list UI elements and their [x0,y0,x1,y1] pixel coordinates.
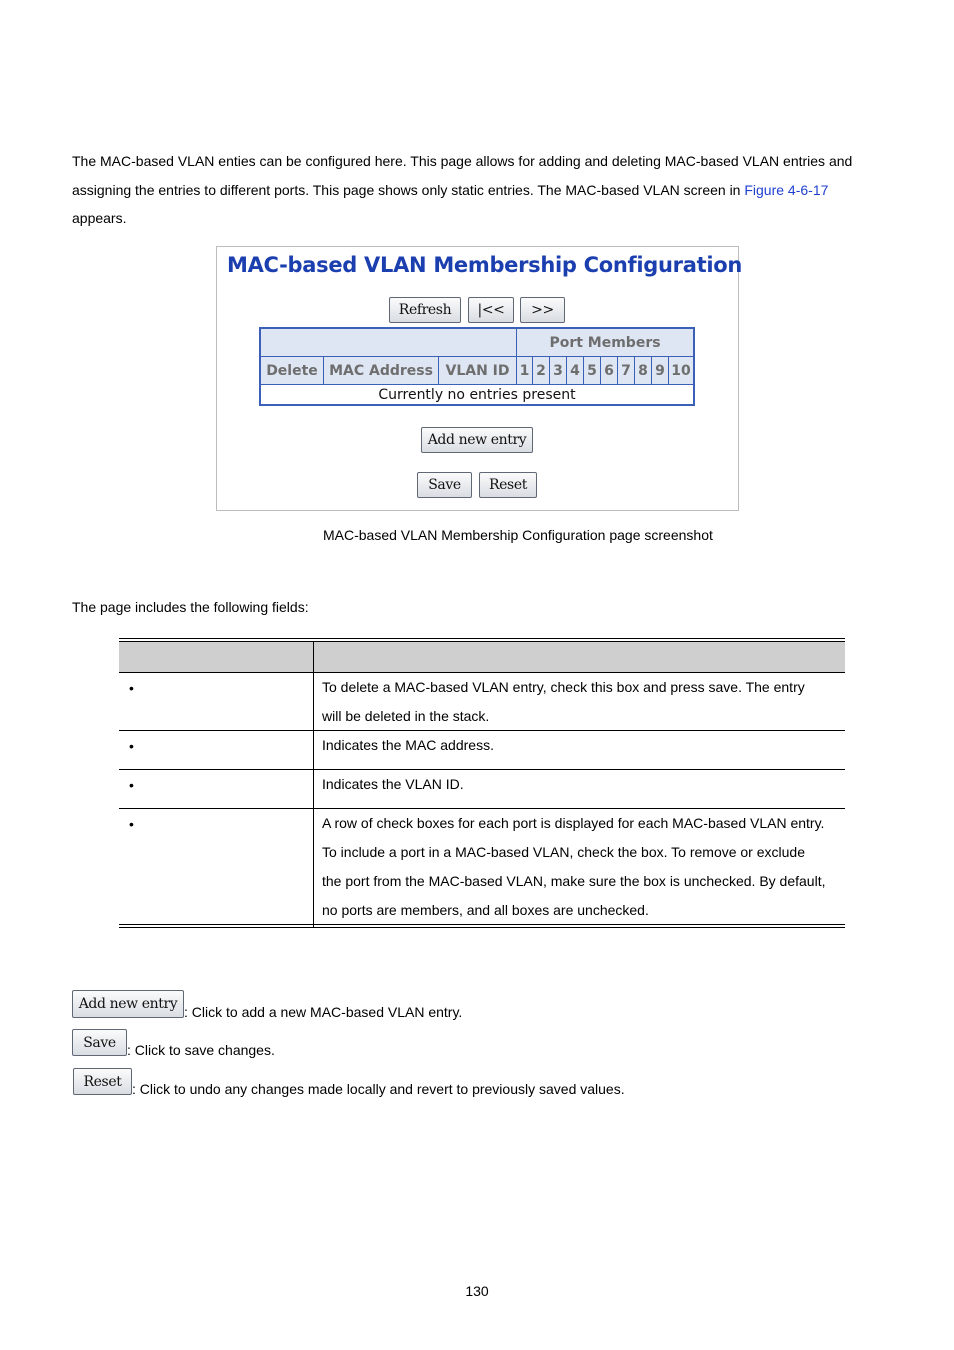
col-delete: Delete [261,357,323,384]
col-vlan-id: VLAN ID [439,357,516,384]
membership-table [259,327,695,406]
col-port-10: 10 [669,357,693,384]
table-rule [119,927,845,928]
col-port-3: 3 [550,357,566,384]
row-description [322,770,842,799]
col-port-5: 5 [584,357,600,384]
screenshot-figure [216,246,743,511]
table-row [119,672,845,731]
row-description [322,731,842,760]
grid-line [583,357,584,384]
col-port-9: 9 [652,357,668,384]
intro-line-2-text: assigning the entries to different ports. This page shows only static entries. The MAC-based VLAN screen in [72,181,745,198]
col-port-7: 7 [618,357,634,384]
legend-add-new-entry-text: : Click to add a new MAC-based VLAN entry. [184,1004,463,1020]
page-number: 130 [465,1283,489,1299]
grid-line [617,357,618,384]
legend-add-new-entry-button[interactable]: Add new entry [72,990,184,1018]
desc-line: will be deleted in the stack. [322,708,490,724]
refresh-button[interactable]: Refresh [389,297,461,323]
grid-line [549,357,550,384]
grid-line [634,357,635,384]
col-port-2: 2 [533,357,549,384]
next-page-button[interactable]: >> [520,297,565,323]
intro-line-2 [72,176,887,205]
legend-save-button[interactable]: Save [72,1029,127,1056]
grid-line [600,357,601,384]
row-bullet: • [129,738,134,754]
fields-table [119,638,845,930]
table-header [119,642,845,672]
col-port-4: 4 [567,357,583,384]
desc-line: no ports are members, and all boxes are unchecked. [322,902,649,918]
table-row [119,769,845,809]
row-bullet: • [129,777,134,793]
desc-line: To delete a MAC-based VLAN entry, check this box and press save. The entry [322,679,805,695]
empty-message: Currently no entries present [378,387,576,403]
grid-line [566,357,567,384]
desc-line: To include a port in a MAC-based VLAN, check the box. To remove or exclude [322,844,805,860]
grid-line [532,357,533,384]
table-row [119,808,845,925]
save-button[interactable]: Save [417,472,472,498]
col-mac-address: MAC Address [324,357,438,384]
intro-paragraph [72,147,887,233]
grid-line [323,357,324,384]
table-row [119,730,845,770]
row-description [322,673,842,731]
row-bullet: • [129,816,134,832]
desc-line: Indicates the VLAN ID. [322,776,464,792]
port-members-header: Port Members [517,329,693,356]
grid-line [261,356,693,357]
intro-line-3: appears. [72,210,127,226]
legend-reset-text: : Click to undo any changes made locally and revert to previously saved values. [132,1081,625,1097]
grid-line [261,384,693,385]
col-port-8: 8 [635,357,651,384]
intro-line-1: The MAC-based VLAN enties can be configured here. This page allows for adding and deleting MAC-based VLAN entries and [72,153,853,169]
figure-link[interactable]: Figure 4-6-17 [744,181,829,198]
first-page-button[interactable]: |<< [468,297,514,323]
figure-caption: MAC-based VLAN Membership Configuration page screenshot [323,527,713,543]
legend-save-text: : Click to save changes. [127,1042,275,1058]
row-bullet: • [129,680,134,696]
col-port-1: 1 [517,357,532,384]
row-description [322,809,842,925]
desc-line: the port from the MAC-based VLAN, make sure the box is unchecked. By default, [322,873,826,889]
fields-intro: The page includes the following fields: [72,599,309,615]
grid-line [438,357,439,384]
add-new-entry-button[interactable]: Add new entry [421,427,533,453]
desc-line: Indicates the MAC address. [322,737,494,753]
grid-line [668,357,669,384]
reset-button[interactable]: Reset [479,472,537,498]
grid-line [651,357,652,384]
config-title: MAC-based VLAN Membership Configuration [227,253,743,277]
blank-header [261,329,516,356]
legend-reset-button[interactable]: Reset [73,1068,132,1095]
desc-line: A row of check boxes for each port is displayed for each MAC-based VLAN entry. [322,815,825,831]
table-rule [119,638,845,639]
table-rule [119,924,845,925]
col-port-6: 6 [601,357,617,384]
